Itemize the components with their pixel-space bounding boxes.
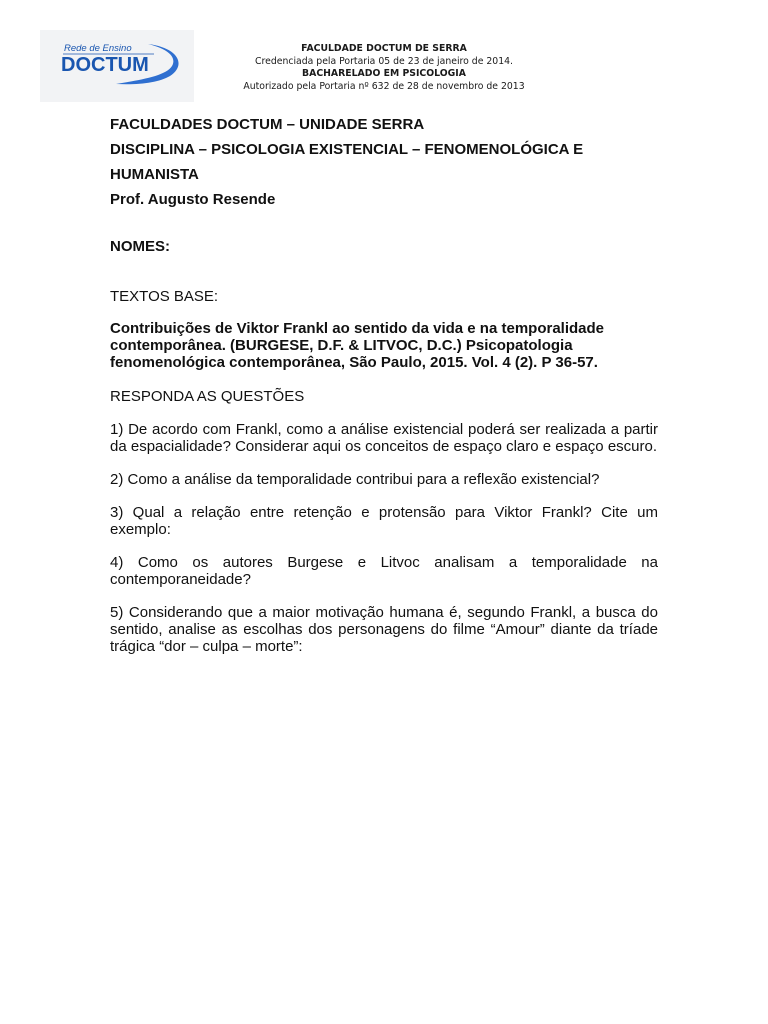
header-accreditation: Credenciada pela Portaria 05 de 23 de janeiro de 2014. xyxy=(255,55,513,67)
base-texts-label: TEXTOS BASE: xyxy=(110,288,219,305)
question-item: 2) Como a análise da temporalidade contribui para a reflexão existencial? xyxy=(110,471,600,488)
logo-brand-text: DOCTUM xyxy=(61,54,149,76)
question-item: 3) Qual a relação entre retenção e protensão para Viktor Frankl? Cite um exemplo: xyxy=(110,504,658,538)
institution-title: FACULDADES DOCTUM – UNIDADE SERRA xyxy=(110,116,425,133)
header-course-name: BACHARELADO EM PSICOLOGIA xyxy=(302,68,466,79)
header-faculty-name: FACULDADE DOCTUM DE SERRA xyxy=(301,43,467,54)
institution-header-text xyxy=(224,43,544,93)
question-list xyxy=(110,421,658,671)
reference-citation: Contribuições de Viktor Frankl ao sentido da vida e na temporalidade contemporânea. (BURGESE, D.F. & LITVOC, D.C.) Psicopatologia fenomenológica contemporânea, São Paulo, 2015. Vol. 4 (2). P 36-57. xyxy=(110,320,605,371)
logo-network-text: Rede de Ensino xyxy=(64,43,132,54)
header-authorization: Autorizado pela Portaria nº 632 de 28 de novembro de 2013 xyxy=(243,80,525,92)
question-item: 4) Como os autores Burgese e Litvoc analisam a temporalidade na contemporaneidade? xyxy=(110,554,658,588)
professor-name: Prof. Augusto Resende xyxy=(110,191,276,208)
respond-label: RESPONDA AS QUESTÕES xyxy=(110,388,305,405)
document-header xyxy=(0,0,768,100)
question-item: 5) Considerando que a maior motivação humana é, segundo Frankl, a busca do sentido, analise as escolhas dos personagens do filme “Amour” diante da tríade trágica “dor – culpa – morte”: xyxy=(110,604,658,655)
question-item: 1) De acordo com Frankl, como a análise existencial poderá ser realizada a partir da espacialidade? Considerar aqui os conceitos de espaço claro e espaço escuro. xyxy=(110,421,658,455)
doctum-logo xyxy=(40,30,194,102)
discipline-title-line2: HUMANISTA xyxy=(110,166,199,183)
discipline-title-line1: DISCIPLINA – PSICOLOGIA EXISTENCIAL – FENOMENOLÓGICA E xyxy=(110,141,584,158)
names-label: NOMES: xyxy=(110,238,170,255)
document-body xyxy=(110,112,658,655)
